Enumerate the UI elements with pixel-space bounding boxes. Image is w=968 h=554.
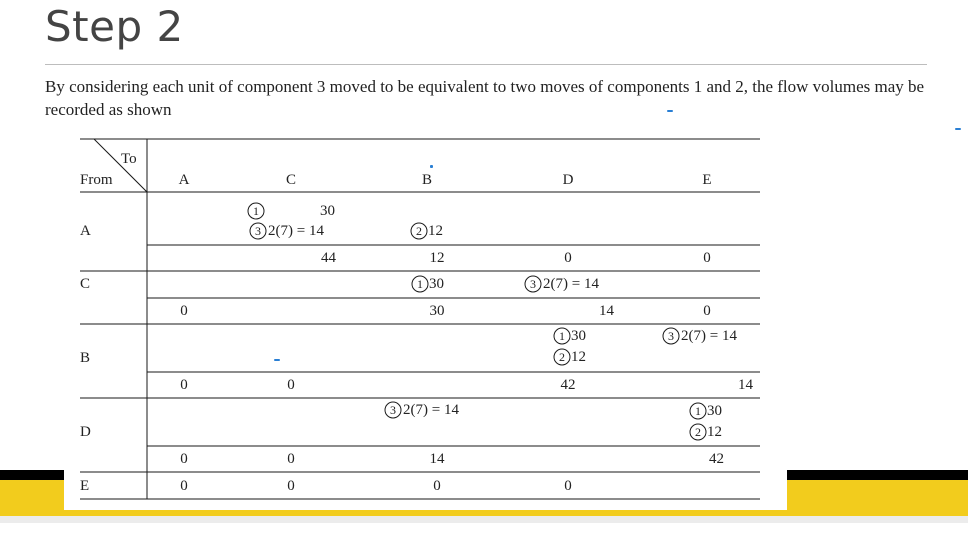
flow-value: 2(7) = 14 (268, 223, 324, 239)
ink-speck (274, 359, 280, 361)
row-b-total-d: 42 (560, 377, 576, 393)
flow-value: 30 (320, 203, 335, 219)
flow-value: 2(7) = 14 (681, 328, 737, 344)
component-number: 2 (695, 425, 701, 439)
ink-speck (430, 165, 433, 168)
component-number: 3 (390, 403, 396, 417)
component-number: 1 (559, 329, 565, 343)
header-to-label: To (121, 151, 137, 167)
column-header-d: D (562, 172, 574, 188)
component-number: 3 (255, 224, 261, 238)
ink-speck (667, 110, 673, 112)
flow-value: 30 (429, 276, 444, 292)
row-d-total-e: 42 (709, 451, 724, 467)
flow-entry (411, 223, 443, 239)
component-number: 1 (695, 404, 701, 418)
row-b-total-e: 14 (738, 377, 753, 393)
row-e-total-b: 0 (433, 478, 441, 494)
flow-value: 2(7) = 14 (403, 402, 459, 418)
flow-value: 12 (571, 349, 586, 365)
row-a-total-e: 0 (703, 250, 711, 266)
flow-value: 12 (707, 424, 722, 440)
flow-entry (554, 328, 586, 344)
flow-entry (554, 349, 586, 365)
flow-entry (525, 276, 599, 292)
row-label-d: D (80, 424, 91, 440)
row-b-total-c: 0 (287, 377, 295, 393)
footer-grey-strip (0, 516, 968, 523)
component-number: 1 (253, 204, 259, 218)
ink-speck (955, 128, 961, 130)
slide-title: Step 2 (45, 2, 184, 51)
header-from-label: From (80, 172, 113, 188)
row-e-total-c: 0 (287, 478, 295, 494)
component-number: 2 (416, 224, 422, 238)
component-number: 1 (417, 277, 423, 291)
flow-value: 30 (571, 328, 586, 344)
row-a-total-c: 44 (321, 250, 336, 266)
flow-table-image (64, 126, 787, 510)
row-e-total-d: 0 (564, 478, 572, 494)
row-e-total-a: 0 (180, 478, 188, 494)
row-label-b: B (80, 350, 91, 366)
column-header-e: E (702, 172, 712, 188)
component-number: 3 (530, 277, 536, 291)
flow-entry (690, 424, 722, 440)
row-c-total-a: 0 (180, 303, 188, 319)
flow-entry (248, 203, 335, 219)
column-header-a: A (178, 172, 190, 188)
column-header-c: C (285, 172, 297, 188)
flow-table (64, 126, 787, 510)
flow-value: 2(7) = 14 (543, 276, 599, 292)
flow-entry (663, 328, 737, 344)
row-label-c: C (80, 276, 91, 292)
title-divider (45, 64, 927, 65)
row-label-e: E (80, 478, 90, 494)
row-a-total-d: 0 (564, 250, 572, 266)
flow-entry (690, 403, 722, 419)
flow-entry (385, 402, 459, 418)
row-label-a: A (80, 223, 91, 239)
flow-value: 30 (707, 403, 722, 419)
row-b-total-a: 0 (180, 377, 188, 393)
row-c-total-b: 30 (429, 303, 445, 319)
row-d-total-a: 0 (180, 451, 188, 467)
flow-entry (250, 223, 324, 239)
row-d-total-c: 0 (287, 451, 295, 467)
row-a-total-b: 12 (429, 250, 445, 266)
flow-entry (412, 276, 444, 292)
column-header-b: B (421, 172, 433, 188)
flow-value: 12 (428, 223, 443, 239)
row-d-total-b: 14 (429, 451, 445, 467)
row-c-total-e: 0 (703, 303, 711, 319)
component-number: 2 (559, 350, 565, 364)
slide-description: By considering each unit of component 3 moved to be equivalent to two moves of components 1 and 2, the flow volumes may be recorded as shown (45, 77, 925, 119)
component-number: 3 (668, 329, 674, 343)
row-c-total-d: 14 (599, 303, 614, 319)
